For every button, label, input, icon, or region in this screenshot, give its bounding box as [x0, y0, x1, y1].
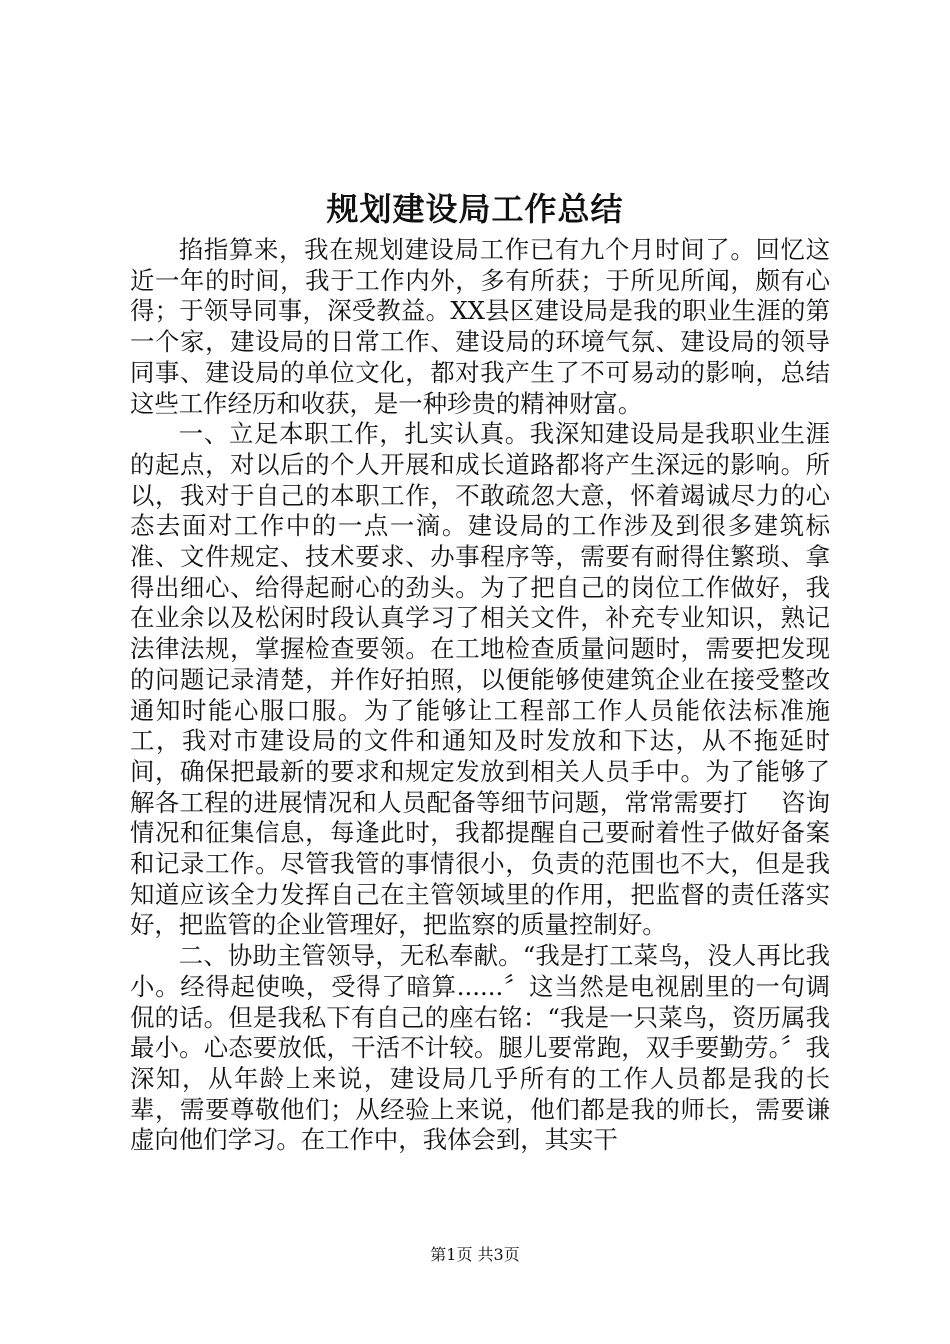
paragraph-section-one: 一、立足本职工作，扎实认真。我深知建设局是我职业生涯的起点，对以后的个人开展和成长道路都将产生深远的影响。所以，我对于自己的本职工作，不敢疏忽大意，怀着竭诚尽力的心态去面对工作中的一点一滴。建设局的工作涉及到很多建筑标准、文件规定、技术要求、办事程序等，需要有耐得住繁琐、拿得出细心、给得起耐心的劲头。为了把自己的岗位工作做好，我在业余以及松闲时段认真学习了相关文件，补充专业知识，熟记法律法规，掌握检查要领。在工地检查质量问题时，需要把发现的问题记录清楚，并作好拍照，以便能够使建筑企业在接受整改通知时能心服口服。为了能够让工程部工作人员能依法标准施工，我对市建设局的文件和通知及时发放和下达，从不拖延时间，确保把最新的要求和规定发放到相关人员手中。为了能够了解各工程的进展情况和人员配备等细节问题，常常需要打 咨询情况和征集信息，每逢此时，我都提醒自己要耐着性子做好备案和记录工作。尽管我管的事情很小，负责的范围也不大，但是我知道应该全力发挥自己在主管领域里的作用，把监督的责任落实好，把监管的企业管理好，把监察的质量控制好。 — [130, 419, 830, 940]
page-number-footer: 第1页 共3页 — [430, 1245, 520, 1264]
document-body — [130, 235, 830, 1156]
paragraph-intro: 掐指算来，我在规划建设局工作已有九个月时间了。回忆这近一年的时间，我于工作内外，多有所获；于所见所闻，颇有心得；于领导同事，深受教益。XX县区建设局是我的职业生涯的第一个家，建设局的日常工作、建设局的环境气氛、建设局的领导同事、建设局的单位文化，都对我产生了不可易动的影响，总结这些工作经历和收获，是一种珍贵的精神财富。 — [130, 235, 830, 418]
paragraph-section-two: 二、协助主管领导，无私奉献。“我是打工菜鸟，没人再比我小。经得起使唤，受得了暗算......〞这当然是电视剧里的一句调侃的话。但是我私下有自己的座右铭：“我是一只菜鸟，资历属我最小。心态要放低，干活不计较。腿儿要常跑，双手要勤劳。〞我深知，从年龄上来说，建设局几乎所有的工作人员都是我的长辈，需要尊敬他们；从经验上来说，他们都是我的师长，需要谦虚向他们学习。在工作中，我体会到，其实干 — [130, 941, 830, 1155]
document-title: 规划建设局工作总结 — [326, 190, 624, 228]
